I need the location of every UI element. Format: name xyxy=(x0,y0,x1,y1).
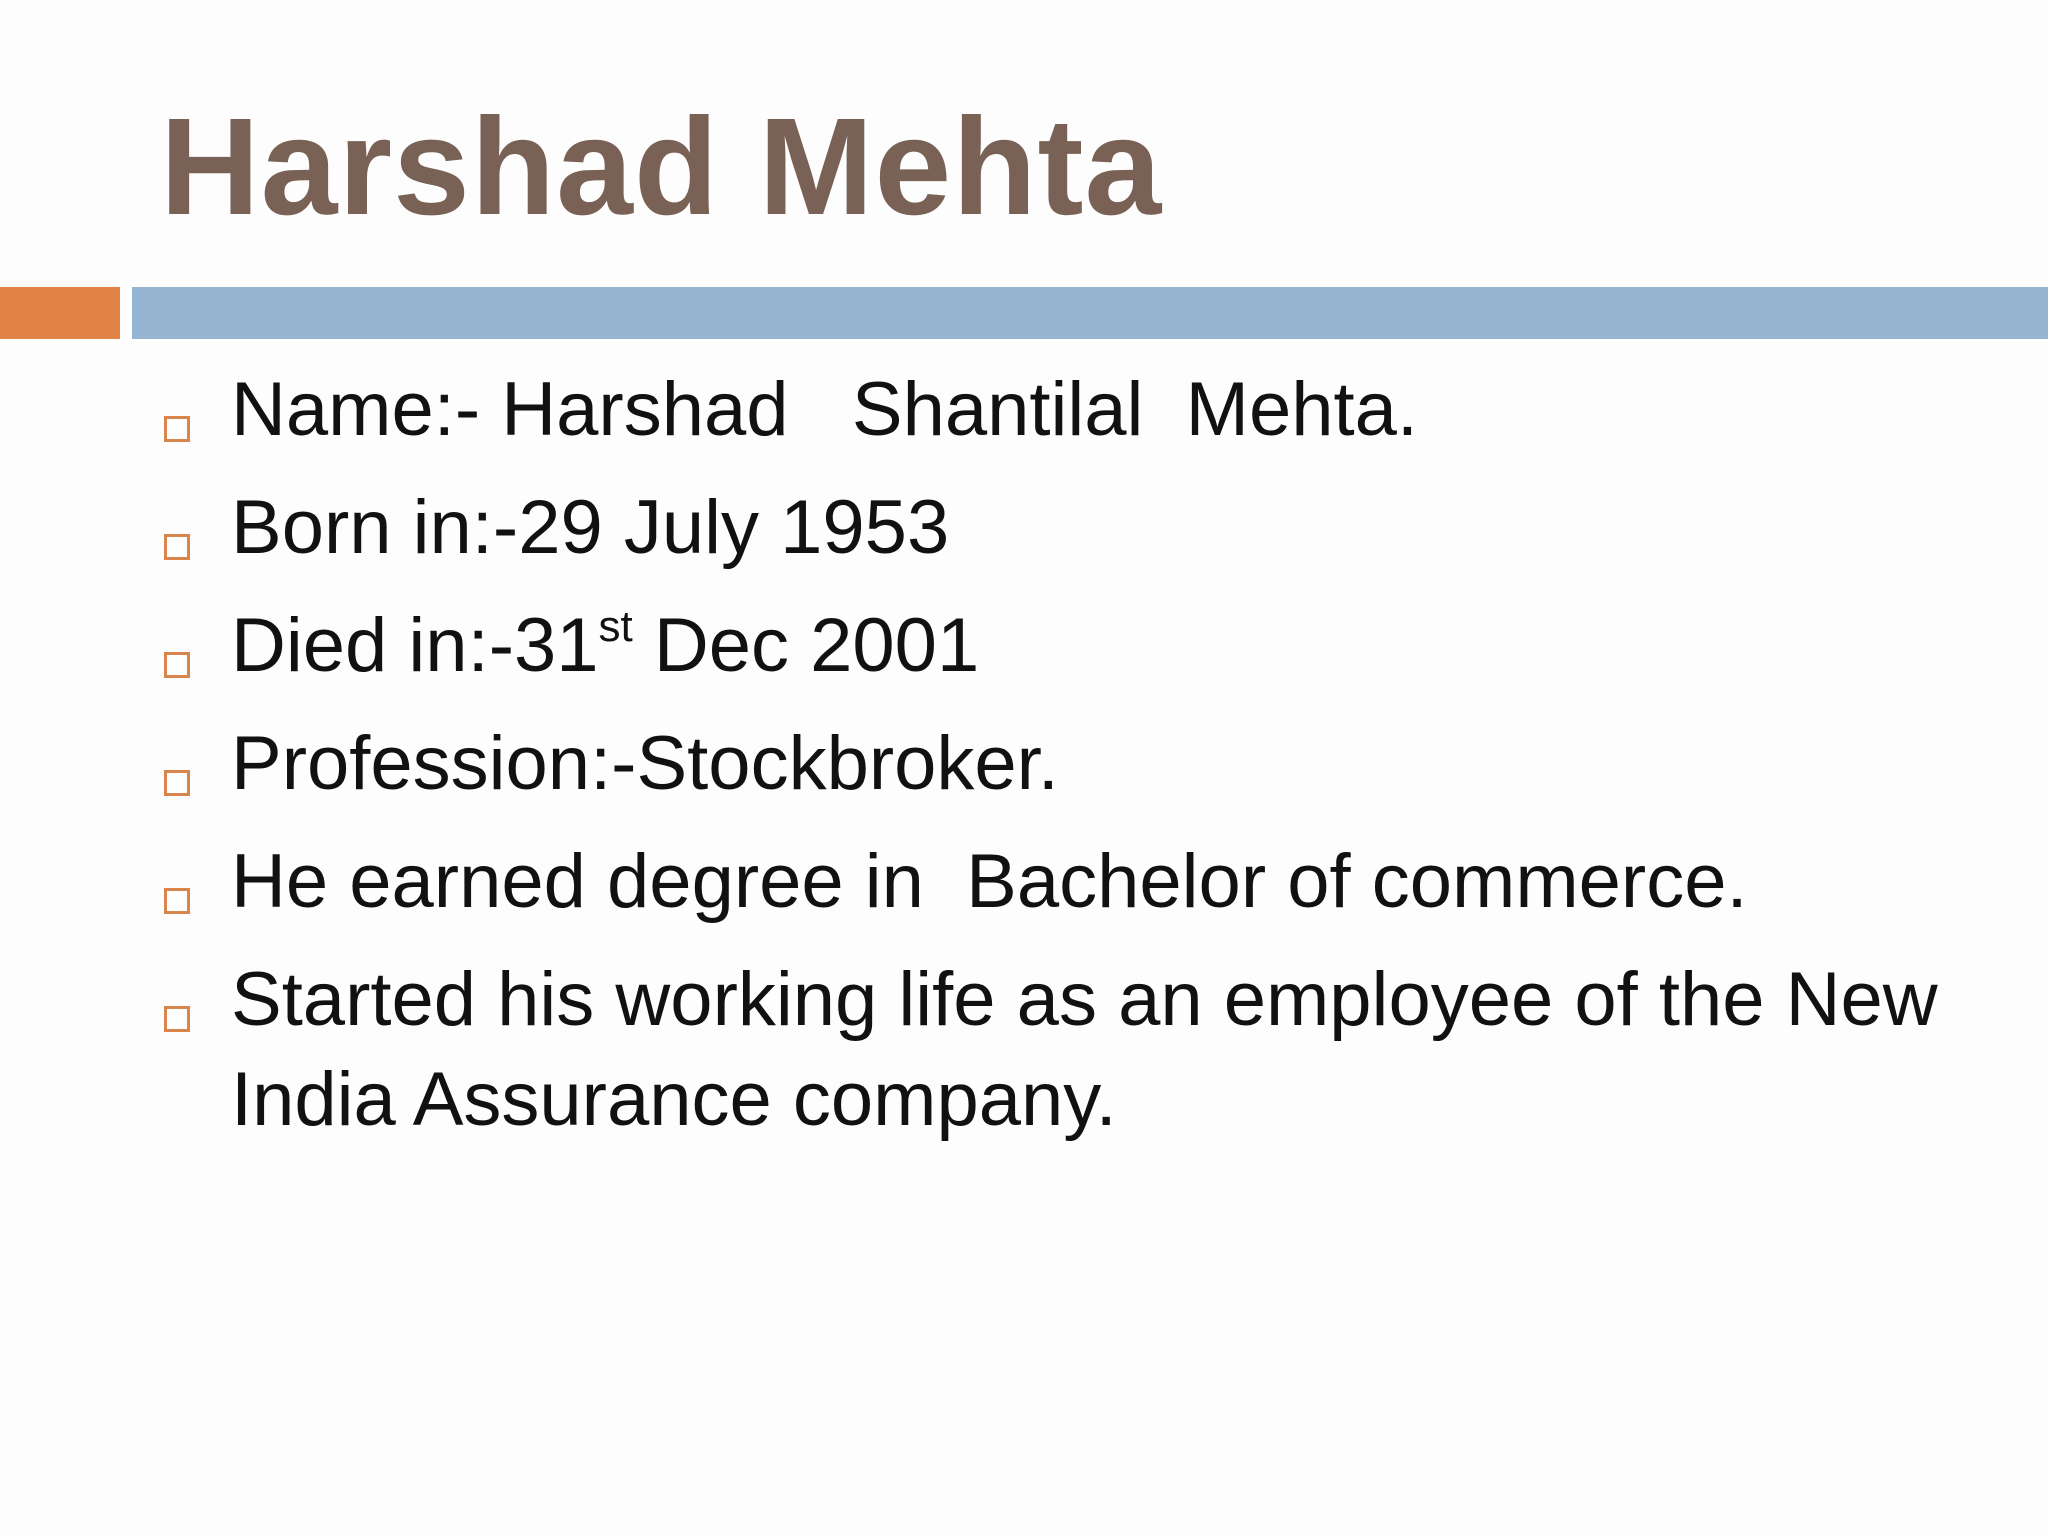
square-bullet-icon xyxy=(164,652,190,678)
title-underline-bar xyxy=(132,287,2048,339)
bullet-text: Born in:-29 July 1953 xyxy=(231,485,950,570)
square-bullet-icon xyxy=(164,1006,190,1032)
square-bullet-icon xyxy=(164,416,190,442)
bullet-item-died xyxy=(160,596,2010,696)
accent-bar xyxy=(0,287,120,339)
ordinal-suffix: st xyxy=(598,601,633,651)
square-bullet-icon xyxy=(164,534,190,560)
bullet-text xyxy=(231,603,979,688)
slide-title: Harshad Mehta xyxy=(160,90,1163,244)
bullet-text: He earned degree in Bachelor of commerce. xyxy=(231,839,1748,924)
square-bullet-icon xyxy=(164,770,190,796)
bullet-item-degree xyxy=(160,832,2010,932)
bullet-item-profession xyxy=(160,714,2010,814)
square-bullet-icon xyxy=(164,888,190,914)
bullet-text: Profession:-Stockbroker. xyxy=(231,721,1059,806)
bullet-text-before: Died in:-31 xyxy=(231,603,599,688)
bullet-text: Started his working life as an employee of the New India Assurance company. xyxy=(231,957,1959,1142)
bullet-text: Name:- Harshad Shantilal Mehta. xyxy=(231,367,1418,452)
bullet-list xyxy=(160,360,2010,1168)
bullet-item-name xyxy=(160,360,2010,460)
bullet-text-after: Dec 2001 xyxy=(632,603,980,688)
bullet-item-born xyxy=(160,478,2010,578)
bullet-item-career xyxy=(160,950,2010,1150)
